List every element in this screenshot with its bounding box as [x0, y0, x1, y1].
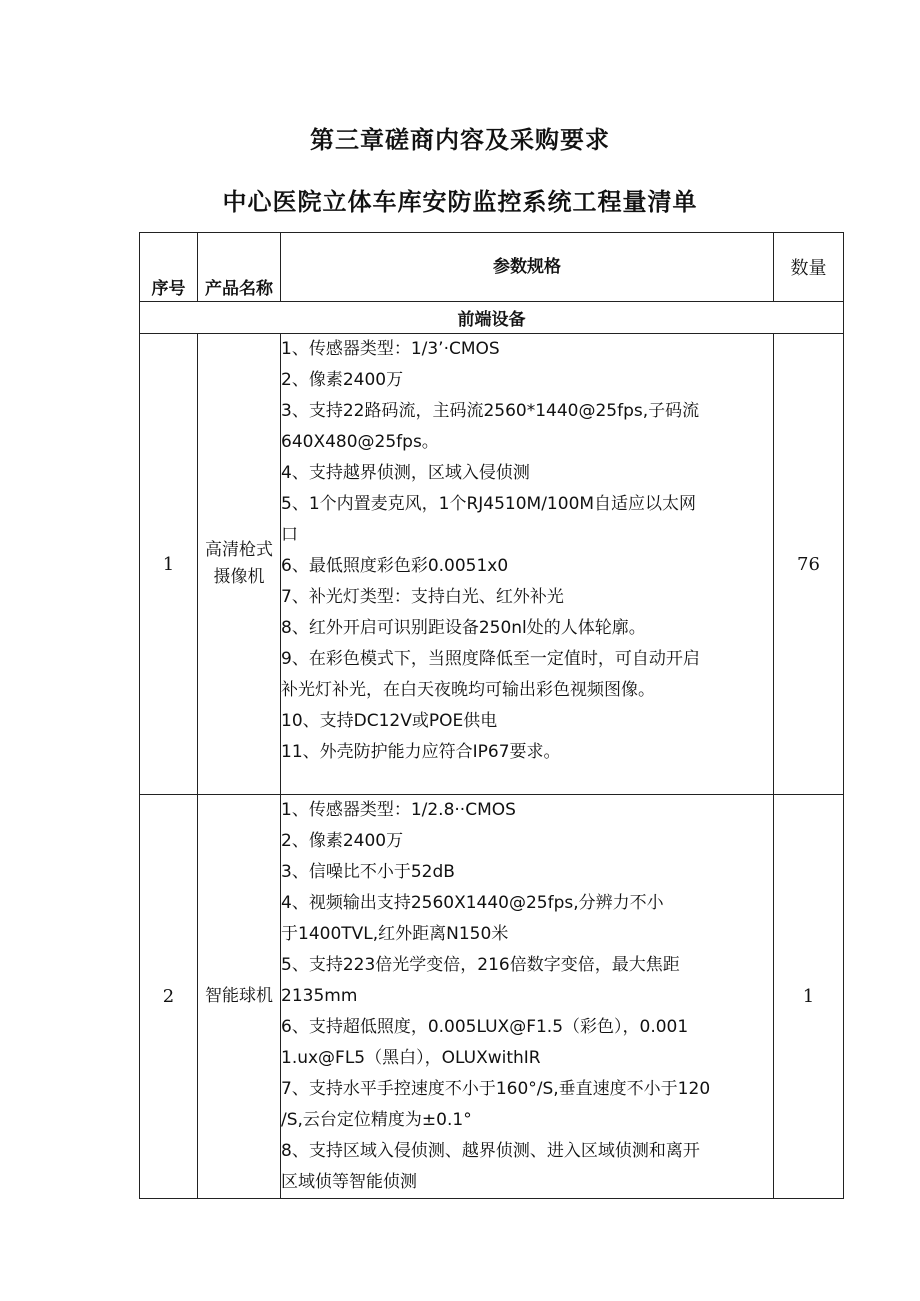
- spec-line: 3、支持22路码流，主码流2560*1440@25fps,子码流: [281, 401, 700, 421]
- spec-line: 8、支持区域入侵侦测、越界侦测、进入区域侦测和离开: [281, 1141, 700, 1161]
- item-product-name: [198, 334, 281, 795]
- spec-line: 补光灯补光，在白天夜晚均可输出彩色视频图像。: [281, 680, 655, 700]
- item-name-line: 智能球机: [205, 986, 273, 1006]
- spec-line: 5、支持223倍光学变倍，216倍数字变倍，最大焦距: [281, 955, 680, 975]
- table-header-row: [140, 233, 844, 302]
- spec-line: 640X480@25fps。: [281, 432, 439, 452]
- spec-line: 4、支持越界侦测，区域入侵侦测: [281, 463, 530, 483]
- list-title: 中心医院立体车库安防监控系统工程量清单: [222, 188, 698, 216]
- header-parameters: 参数规格: [281, 233, 774, 302]
- spec-line: 7、支持水平手控速度不小于160°/S,垂直速度不小于120: [281, 1079, 711, 1099]
- header-product-name: 产品名称: [198, 233, 281, 302]
- spec-line: 2135mm: [281, 986, 358, 1006]
- item-name-line: 高清枪式: [205, 540, 273, 560]
- item-name-line: 摄像机: [213, 567, 265, 587]
- spec-line: 4、视频输出支持2560X1440@25fps,分辨力不小: [281, 893, 664, 913]
- spec-line: 2、像素2400万: [281, 831, 404, 851]
- table-row: [140, 795, 844, 1199]
- spec-line: 1、传感器类型：1/2.8··CMOS: [281, 800, 516, 820]
- item-specs: [281, 795, 774, 1199]
- spec-line: 1.ux@FL5（黑白），OLUXwithIR: [281, 1048, 541, 1068]
- spec-line: 2、像素2400万: [281, 370, 404, 390]
- spec-line: 1、传感器类型：1/3’·CMOS: [281, 339, 500, 359]
- item-index: 1: [140, 334, 198, 795]
- header-index: 序号: [140, 233, 198, 302]
- item-quantity: 76: [774, 334, 844, 795]
- spec-line: 6、支持超低照度，0.005LUX@F1.5（彩色），0.001: [281, 1017, 689, 1037]
- spec-line: 7、补光灯类型：支持白光、红外补光: [281, 587, 564, 607]
- header-quantity: 数量: [774, 233, 844, 302]
- spec-line: 6、最低照度彩色彩0.0051x0: [281, 556, 509, 576]
- item-quantity: 1: [774, 795, 844, 1199]
- spec-line: 8、红外开启可识别距设备250nl处的人体轮廓。: [281, 618, 646, 638]
- section-row: [140, 302, 844, 334]
- spec-line: 于1400TVL,红外距离N150米: [281, 924, 509, 944]
- spec-line: 区域侦等智能侦测: [281, 1172, 417, 1192]
- spec-line: 10、支持DC12V或POE供电: [281, 711, 498, 731]
- section-title: 前端设备: [140, 302, 844, 334]
- spec-line: 口: [281, 525, 298, 545]
- spec-line: /S,云台定位精度为±0.1°: [281, 1110, 472, 1130]
- spec-line: 3、信噪比不小于52dB: [281, 862, 455, 882]
- table-row: [140, 334, 844, 795]
- chapter-heading: 第三章磋商内容及采购要求: [310, 126, 610, 154]
- spec-line: 5、1个内置麦克风，1个RJ4510M/100M自适应以太网: [281, 494, 697, 514]
- item-index: 2: [140, 795, 198, 1199]
- item-product-name: [198, 795, 281, 1199]
- item-specs: [281, 334, 774, 795]
- spec-line: 11、外壳防护能力应符合IP67要求。: [281, 742, 561, 762]
- quantity-list-table: [139, 232, 844, 1199]
- spec-line: 9、在彩色模式下，当照度降低至一定值时，可自动开启: [281, 649, 700, 669]
